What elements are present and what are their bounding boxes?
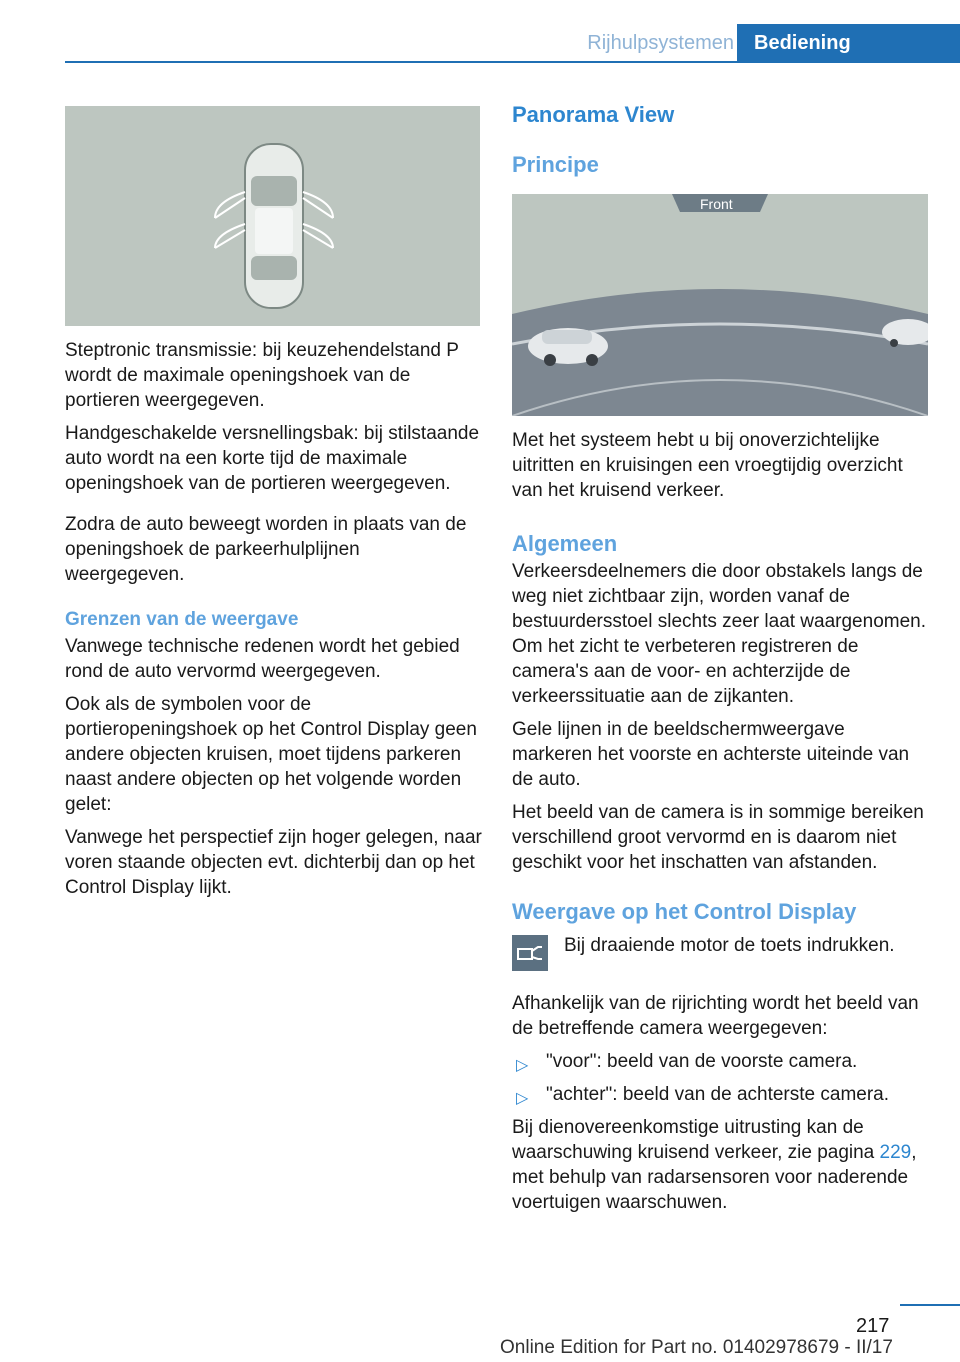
paragraph: Zodra de auto beweegt worden in plaats van de openingshoek de parkeerhulplijnen weergegeven. (65, 514, 467, 585)
right-column (512, 100, 930, 196)
paragraph: Steptronic transmissie: bij keuzehendelstand P wordt de maximale openingshoek van de portieren weergegeven. (65, 340, 459, 411)
page-number: 217 (856, 1315, 890, 1337)
list-item (512, 1082, 930, 1107)
equipment-text-before: Bij dienovereenkomstige uitrusting kan de waarschuwing kruisend verkeer, zie pagina (512, 1117, 880, 1163)
panorama-scene-icon (512, 194, 928, 416)
paragraph: Ook als de symbolen voor de portieropeningshoek op het Control Display geen andere objecten kruisen, moet tijdens parkeren naast andere objecten op het volgende worden gelet: (65, 694, 477, 815)
display-heading: Weergave op het Control Display (512, 899, 857, 924)
paragraph: Vanwege technische redenen wordt het gebied rond de auto vervormd weergegeven. (65, 636, 460, 682)
paragraph: Afhankelijk van de rijrichting wordt het beeld van de betreffende camera weergegeven: (512, 993, 919, 1039)
paragraph: Met het systeem hebt u bij onoverzichtelijke uitritten en kruisingen een vroegtijdig overzicht van het kruisend verkeer. (512, 430, 903, 501)
list-item (512, 1049, 930, 1074)
header-rule (65, 61, 960, 63)
section-title: Panorama View (512, 102, 675, 127)
panorama-figure (512, 194, 928, 416)
paragraph: Het beeld van de camera is in sommige bereiken verschillend groot vervormd en is daarom niet geschikt voor het inschatten van afstanden. (512, 802, 924, 873)
right-column-body (512, 428, 930, 1223)
chapter-tab: Bediening (737, 24, 960, 62)
list-triangle-icon: ▷ (516, 1090, 529, 1107)
button-instruction: Bij draaiende motor de toets indrukken. (564, 935, 895, 956)
list-triangle-icon: ▷ (516, 1057, 529, 1074)
paragraph: Handgeschakelde versnellingsbak: bij stilstaande auto wordt na een korte tijd de maximale openingshoek van de portieren weergegeven. (65, 423, 480, 494)
paragraph: Vanwege het perspectief zijn hoger gelegen, naar voren staande objecten evt. dichterbij dan op het Control Display lijkt. (65, 827, 482, 898)
section-tab: Rijhulpsystemen (587, 32, 734, 54)
car-top-view-icon (65, 106, 480, 326)
paragraph: Gele lijnen in de beeldschermweergave markeren het voorste en achterste uiteinde van de auto. (512, 719, 910, 790)
footer-rule (900, 1304, 960, 1306)
equipment-text-after: , met behulp van radarsensoren voor naderende voertuigen waarschuwen. (512, 1142, 917, 1213)
list-item-text: "voor": beeld van de voorste camera. (546, 1051, 858, 1072)
list-item-text: "achter": beeld van de achterste camera. (546, 1084, 890, 1105)
paragraph: Verkeersdeelnemers die door obstakels langs de weg niet zichtbaar zijn, worden vanaf de bestuurdersstoel slechts zeer laat waargenomen. Om het zicht te verbeteren registreren de camera's aan de voor- en achterzijde de verkeerssituatie aan de zijkanten. (512, 561, 927, 707)
edition-note: Online Edition for Part no. 01402978679 - II/17 (500, 1337, 893, 1358)
button-row (512, 933, 930, 979)
general-heading: Algemeen (512, 531, 618, 556)
limits-heading: Grenzen van de weergave (65, 609, 299, 630)
principle-heading: Principe (512, 152, 599, 177)
left-column (65, 338, 483, 908)
page-link[interactable]: 229 (879, 1142, 912, 1163)
front-label: Front (700, 196, 733, 212)
door-angle-figure (65, 106, 480, 326)
camera-button-icon (512, 935, 548, 971)
paragraph (512, 1115, 930, 1215)
